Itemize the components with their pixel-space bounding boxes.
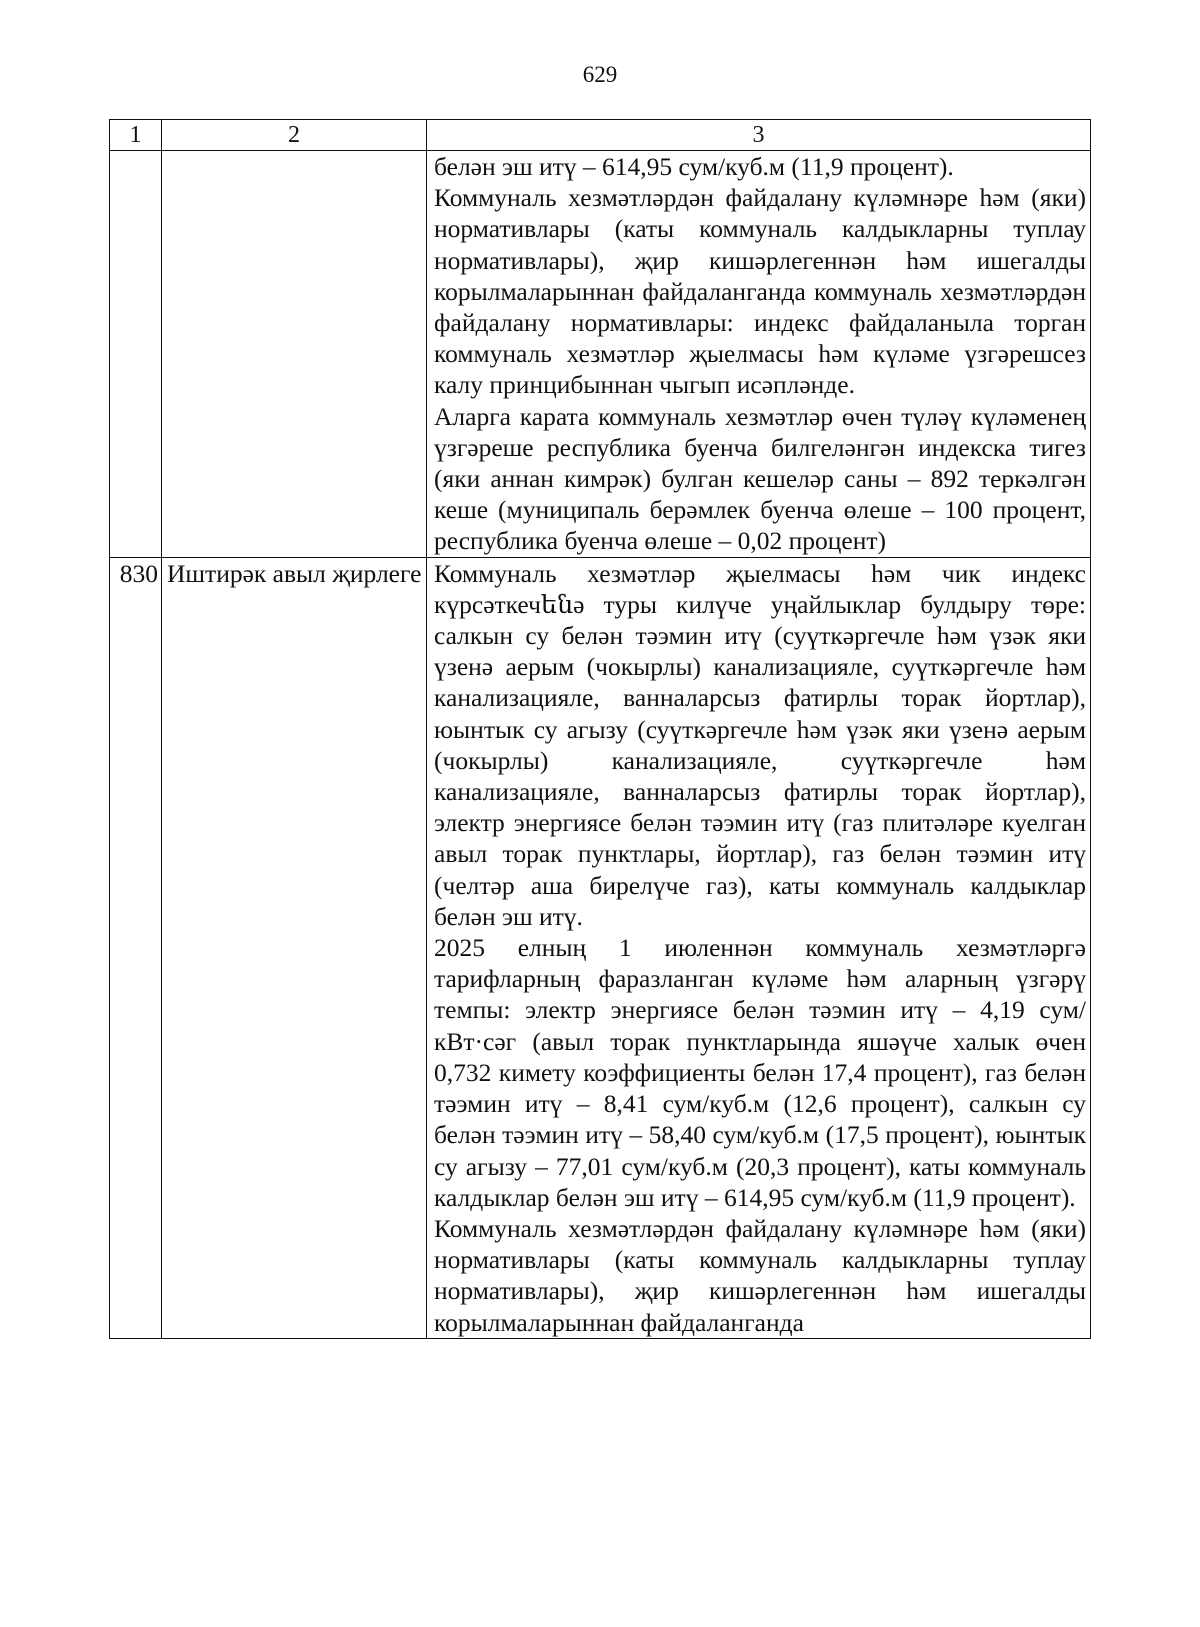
content-paragraph: Коммуналь хезмәтләрдән файдалану күләмнәре һәм (яки) нормативлары (каты коммуналь калдыкларны туплау нормативлары), җир кишәрлегеннән һәм ишегалды корылмаларыннан файдаланганда коммуналь хезмәтләрдән файдалану нормативлары: индекс файдаланыла торган коммуналь хезмәтләр җыелмасы һәм күләме үзгәрешсез калу принцибыннан чыгып исәпләнде. [434, 183, 1086, 400]
row-content [427, 557, 1091, 1338]
content-paragraph: Коммуналь хезмәтләр җыелмасы һәм чик индекс күрсәткечենә туры килүче уңайлыклар булдыру төре: салкын су белән тәэмин итү (суүткәргечле һәм үзәк яки үзенә аерым (чокырлы) канализацияле, суүткәргечле һәм канализацияле, ванналарсыз фатирлы торак йортлар), юынтык су агызу (суүткәргечле һәм үзәк яки үзенә аерым (чокырлы) канализацияле, суүткәргечле һәм канализацияле, ванналарсыз фатирлы торак йортлар), электр энергиясе белән тәэмин итү (газ плитәләре куелган авыл торак пунктлары, йортлар), газ белән тәэмин итү (челтәр аша бирелүче газ), каты коммуналь калдыклар белән эш итү. [434, 558, 1086, 931]
row-number: 830 [110, 557, 162, 1338]
content-paragraph: Аларга карата коммуналь хезмәтләр өчен түләү күләменең үзгәреше республика буенча билгеләнгән индекска тигез (яки аннан кимрәк) булган кешеләр саны – 892 теркәлгән кеше (муниципаль берәмлек буенча өлеше – 100 процент, республика буенча өлеше – 0,02 процент) [434, 401, 1086, 556]
page-number: 629 [582, 62, 618, 87]
column-header-3: 3 [427, 120, 1091, 151]
column-header-1: 1 [110, 120, 162, 151]
settlement-name [162, 151, 427, 558]
column-header-2: 2 [162, 120, 427, 151]
tariff-table [109, 119, 1091, 1339]
content-paragraph: 2025 елның 1 июленнән коммуналь хезмәтләргә тарифларның фаразланган күләме һәм аларның үзгәрү темпы: электр энергиясе белән тәэмин итү – 4,19 сум/кВт·сәг (авыл торак пунктларында яшәүче халык өчен 0,732 кимету коэффициенты белән 17,4 процент), газ белән тәэмин итү – 8,41 сум/куб.м (12,6 процент), салкын су белән тәэмин итү – 58,40 сум/куб.м (17,5 процент), юынтык су агызу – 77,01 сум/куб.м (20,3 процент), каты коммуналь калдыклар белән эш итү – 614,95 сум/куб.м (11,9 процент). [434, 933, 1086, 1212]
row-content [427, 151, 1091, 558]
content-paragraph: белән эш итү – 614,95 сум/куб.м (11,9 процент). [434, 152, 954, 181]
row-number [110, 151, 162, 558]
content-paragraph: Коммуналь хезмәтләрдән файдалану күләмнәре һәм (яки) нормативлары (каты коммуналь калдыкларны туплау нормативлары), җир кишәрлегеннән һәм ишегалды корылмаларыннан файдаланганда [434, 1213, 1086, 1337]
settlement-name: Иштирәк авыл җирлеге [162, 557, 427, 1338]
table-row [110, 151, 1091, 558]
table-row [110, 557, 1091, 1338]
table-header-row [110, 120, 1091, 151]
